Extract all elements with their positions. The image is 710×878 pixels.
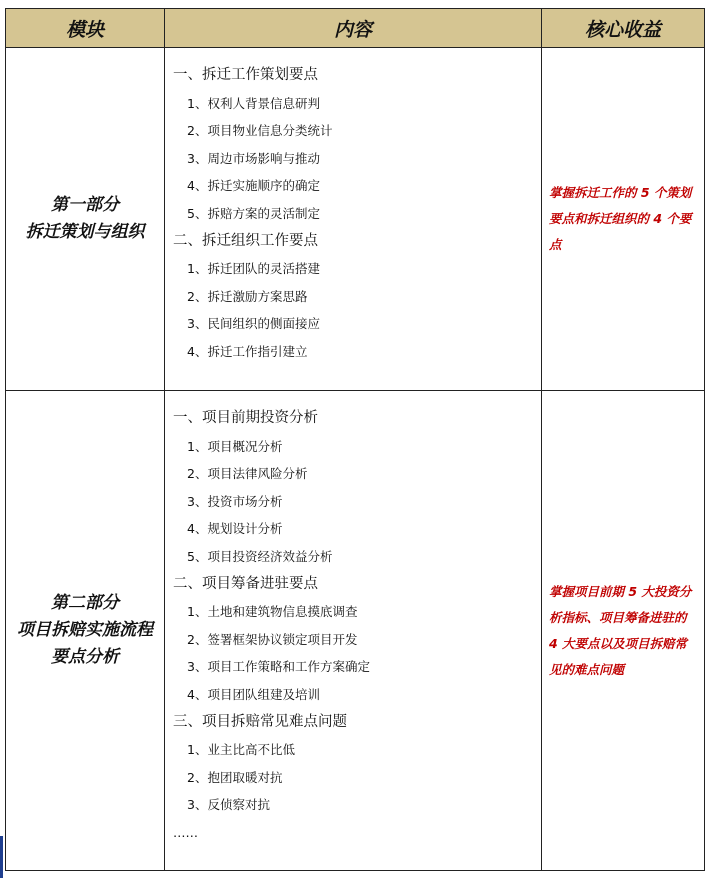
- module-subtitle: 拆迁策划与组织: [25, 222, 145, 242]
- list-item: 5、拆赔方案的灵活制定: [187, 205, 320, 221]
- list-item: 2、签署框架协议锁定项目开发: [187, 631, 358, 647]
- content-cell: [165, 391, 542, 871]
- module-cell: [6, 391, 165, 871]
- list-item: 3、周边市场影响与推动: [187, 150, 320, 166]
- table-row: [6, 391, 705, 871]
- left-edge-bar: [0, 836, 3, 878]
- list-item: 1、业主比高不比低: [187, 742, 295, 758]
- list-item: 1、拆迁团队的灵活搭建: [187, 261, 320, 277]
- list-item: 4、项目团队组建及培训: [187, 686, 320, 702]
- module-title: 第一部分: [51, 195, 119, 215]
- list-item: 2、抱团取暖对抗: [187, 769, 283, 785]
- course-table-wrapper: [5, 8, 703, 872]
- benefit-cell: 掌握拆迁工作的 5 个策划要点和拆迁组织的 4 个要点: [542, 48, 705, 391]
- table-row: [6, 48, 705, 391]
- list-item: 3、反侦察对抗: [187, 797, 270, 813]
- list-item: 1、土地和建筑物信息摸底调查: [187, 604, 358, 620]
- module-subtitle: 项目拆赔实施流程要点分析: [17, 620, 153, 667]
- section-title: 二、拆迁组织工作要点: [173, 232, 318, 249]
- content-cell: [165, 48, 542, 391]
- list-item: 3、民间组织的侧面接应: [187, 316, 320, 332]
- list-item: 2、拆迁激励方案思路: [187, 288, 308, 304]
- list-item: 4、拆迁工作指引建立: [187, 343, 308, 359]
- list-item: 2、项目物业信息分类统计: [187, 123, 333, 139]
- list-item: 2、项目法律风险分析: [187, 466, 308, 482]
- section-title: 一、项目前期投资分析: [173, 410, 318, 426]
- header-module: 模块: [6, 9, 165, 48]
- course-table: [5, 8, 705, 871]
- list-item: 3、投资市场分析: [187, 493, 283, 509]
- table-header-row: [6, 9, 705, 48]
- section-title: 三、项目拆赔常见难点问题: [173, 713, 347, 730]
- section-title: 二、项目筹备进驻要点: [173, 575, 318, 592]
- module-title: 第二部分: [51, 593, 119, 613]
- header-content: 内容: [165, 9, 542, 48]
- list-item: 4、规划设计分析: [187, 521, 283, 537]
- benefit-cell: 掌握项目前期 5 大投资分析指标、项目筹备进驻的 4 大要点以及项目拆赔常见的难点问题: [542, 391, 705, 871]
- list-item: 3、项目工作策略和工作方案确定: [187, 659, 370, 675]
- section-title: 一、拆迁工作策划要点: [173, 67, 318, 83]
- list-item: 1、权利人背景信息研判: [187, 95, 320, 111]
- list-item: 5、项目投资经济效益分析: [187, 548, 333, 564]
- list-item: 4、拆迁实施顺序的确定: [187, 178, 320, 194]
- module-cell: [6, 48, 165, 391]
- list-item: 1、项目概况分析: [187, 438, 283, 454]
- header-benefit: 核心收益: [542, 9, 705, 48]
- ellipsis: ……: [173, 824, 198, 840]
